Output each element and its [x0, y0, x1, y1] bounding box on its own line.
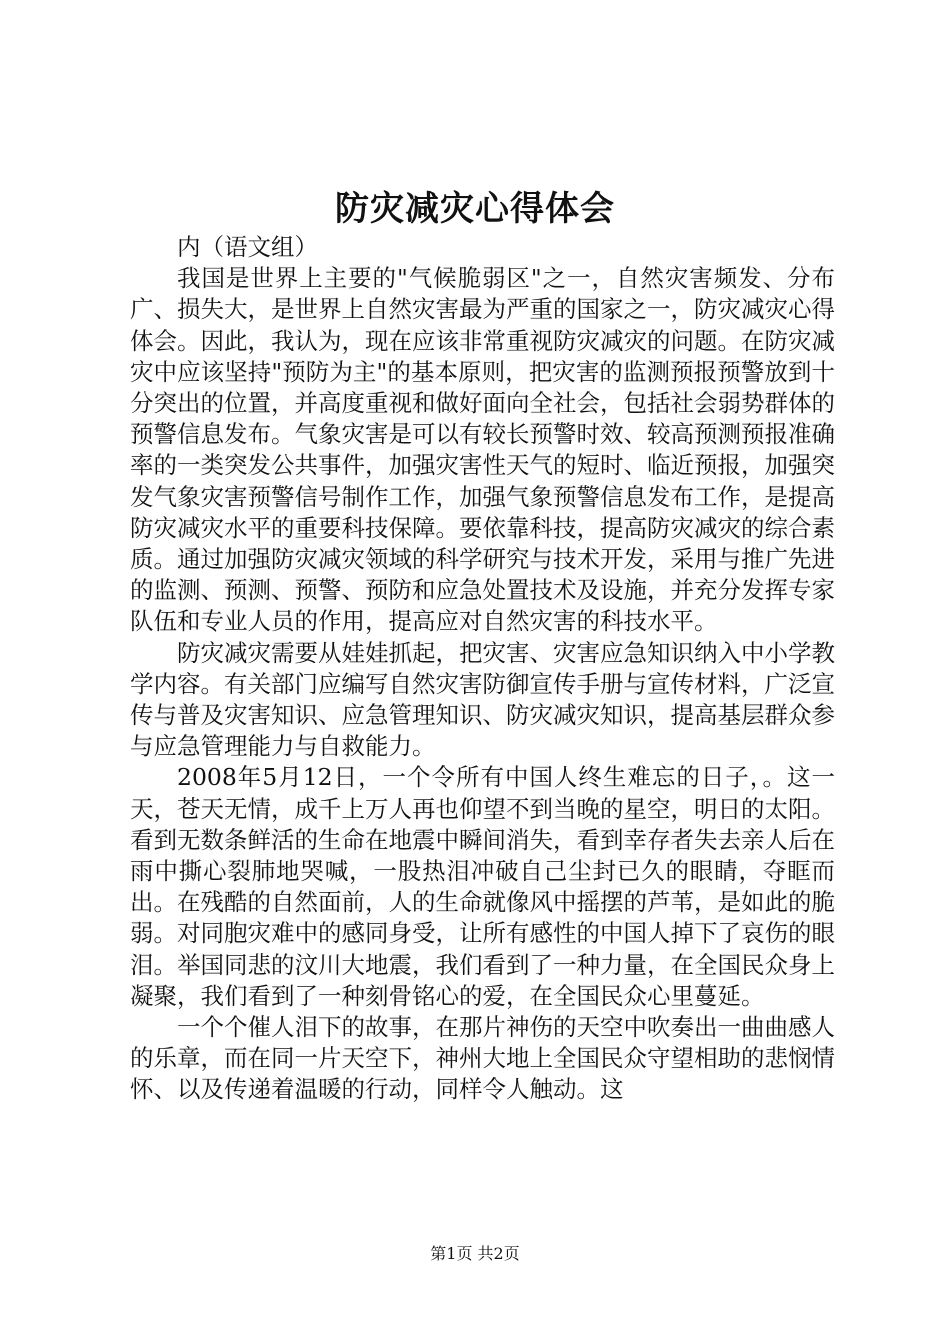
- document-body: [130, 232, 835, 1106]
- author-line: 内（语文组）: [177, 233, 318, 261]
- paragraph-1: 我国是世界上主要的"气候脆弱区"之一，自然灾害频发、分布广、损失大，是世界上自然灾害最为严重的国家之一，防灾减灾心得体会。因此，我认为，现在应该非常重视防灾减灾的问题。在防灾减灾中应该坚持"预防为主"的基本原则，把灾害的监测预报预警放到十分突出的位置，并高度重视和做好面向全社会，包括社会弱势群体的预警信息发布。气象灾害是可以有较长预警时效、较高预测预报准确率的一类突发公共事件，加强灾害性天气的短时、临近预报，加强突发气象灾害预警信号制作工作，加强气象预警信息发布工作，是提高防灾减灾水平的重要科技保障。要依靠科技，提高防灾减灾的综合素质。通过加强防灾减灾领域的科学研究与技术开发，采用与推广先进的监测、预测、预警、预防和应急处置技术及设施，并充分发挥专家队伍和专业人员的作用，提高应对自然灾害的科技水平。: [130, 264, 835, 636]
- document-title: 防灾减灾心得体会: [335, 189, 615, 229]
- paragraph-3: 2008年5月12日，一个令所有中国人终生难忘的日子，。这一天，苍天无情，成千上万人再也仰望不到当晚的星空，明日的太阳。看到无数条鲜活的生命在地震中瞬间消失，看到幸存者失去亲人后在雨中撕心裂肺地哭喊，一股热泪冲破自己尘封已久的眼睛，夺眶而出。在残酷的自然面前，人的生命就像风中摇摆的芦苇，是如此的脆弱。对同胞灾难中的感同身受，让所有感性的中国人掉下了哀伤的眼泪。举国同悲的汶川大地震，我们看到了一种力量，在全国民众身上凝聚，我们看到了一种刻骨铭心的爱，在全国民众心里蔓延。: [130, 763, 835, 1010]
- paragraph-2: 防灾减灾需要从娃娃抓起，把灾害、灾害应急知识纳入中小学教学内容。有关部门应编写自然灾害防御宣传手册与宣传材料，广泛宣传与普及灾害知识、应急管理知识、防灾减灾知识，提高基层群众参与应急管理能力与自救能力。: [130, 638, 835, 761]
- paragraph-4: 一个个催人泪下的故事，在那片神伤的天空中吹奏出一曲曲感人的乐章，而在同一片天空下，神州大地上全国民众守望相助的悲悯情怀、以及传递着温暖的行动，同样令人触动。这: [130, 1013, 835, 1104]
- page-footer: 第1页 共2页: [430, 1244, 520, 1263]
